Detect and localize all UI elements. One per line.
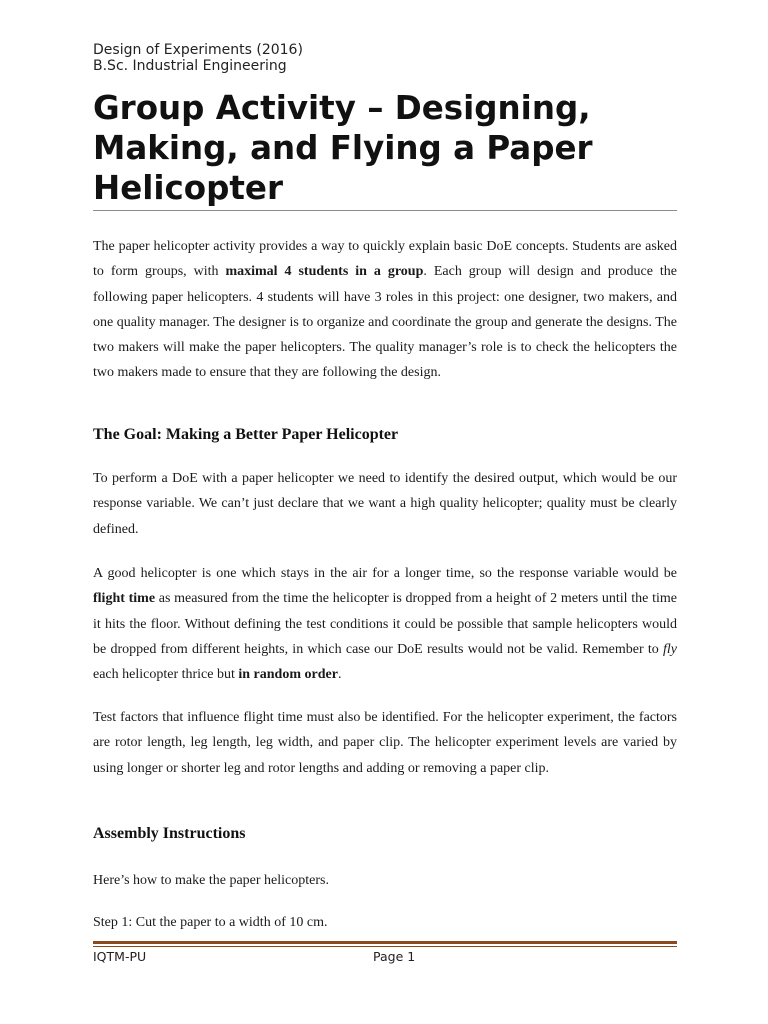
goal-paragraph-2 <box>93 561 677 687</box>
goal-p2-text-2: as measured from the time the helicopter is dropped from a height of 2 meters until the time it hits the floor. Without defining the test conditions it could be possible that sample helicopters would be dropped from different heights, in which case our DoE results would not be valid. Remember to <box>93 591 677 657</box>
goal-paragraph-1: To perform a DoE with a paper helicopter we need to identify the desired output, which would be our response variable. We can’t just declare that we want a high quality helicopter; quality must be clearly defined. <box>93 471 677 537</box>
course-name: Design of Experiments (2016) <box>93 42 303 58</box>
goal-p2-text-3: each helicopter thrice but <box>93 667 239 683</box>
goal-heading: The Goal: Making a Better Paper Helicopter <box>93 426 399 443</box>
goal-p2-text-4: . <box>337 667 342 683</box>
footer-divider-thin <box>93 946 677 947</box>
assembly-paragraph-1: Here’s how to make the paper helicopters. <box>93 873 329 888</box>
intro-text-2: . Each group will design and produce the following paper helicopters. 4 students will have 3 roles in this project: one designer, two makers, and one quality manager. The designer is to organize and coordinate the group and generate the designs. The two makers will make the paper helicopters. The quality manager’s role is to check the helicopters the two makers made to ensure that they are following the design. <box>93 264 677 381</box>
program-name: B.Sc. Industrial Engineering <box>93 58 287 74</box>
goal-p2-bold-2: in random order <box>238 667 338 683</box>
page-number: Page 1 <box>373 949 416 964</box>
goal-p2-bold-1: flight time <box>93 591 156 607</box>
goal-p2-italic-1: fly <box>663 641 677 657</box>
goal-p2-text-1: A good helicopter is one which stays in the air for a longer time, so the response variable would be <box>93 566 677 581</box>
assembly-heading: Assembly Instructions <box>93 825 246 842</box>
footer-divider-thick <box>93 941 677 944</box>
intro-bold-1: maximal 4 students in a group <box>225 264 424 280</box>
document-title: Group Activity – Designing, Making, and Flying a Paper Helicopter <box>93 89 593 207</box>
intro-paragraph <box>93 234 677 386</box>
assembly-step-1: Step 1: Cut the paper to a width of 10 cm. <box>93 915 328 930</box>
footer-organization: IQTM-PU <box>93 949 147 964</box>
goal-paragraph-3: Test factors that influence flight time must also be identified. For the helicopter experiment, the factors are rotor length, leg length, leg width, and paper clip. The helicopter experiment levels are varied by using longer or shorter leg and rotor lengths and adding or removing a paper clip. <box>93 710 677 776</box>
intro-text-1: The paper helicopter activity provides a way to quickly explain basic DoE concepts. Students are asked to form groups, with <box>93 239 677 280</box>
title-divider <box>93 210 677 211</box>
